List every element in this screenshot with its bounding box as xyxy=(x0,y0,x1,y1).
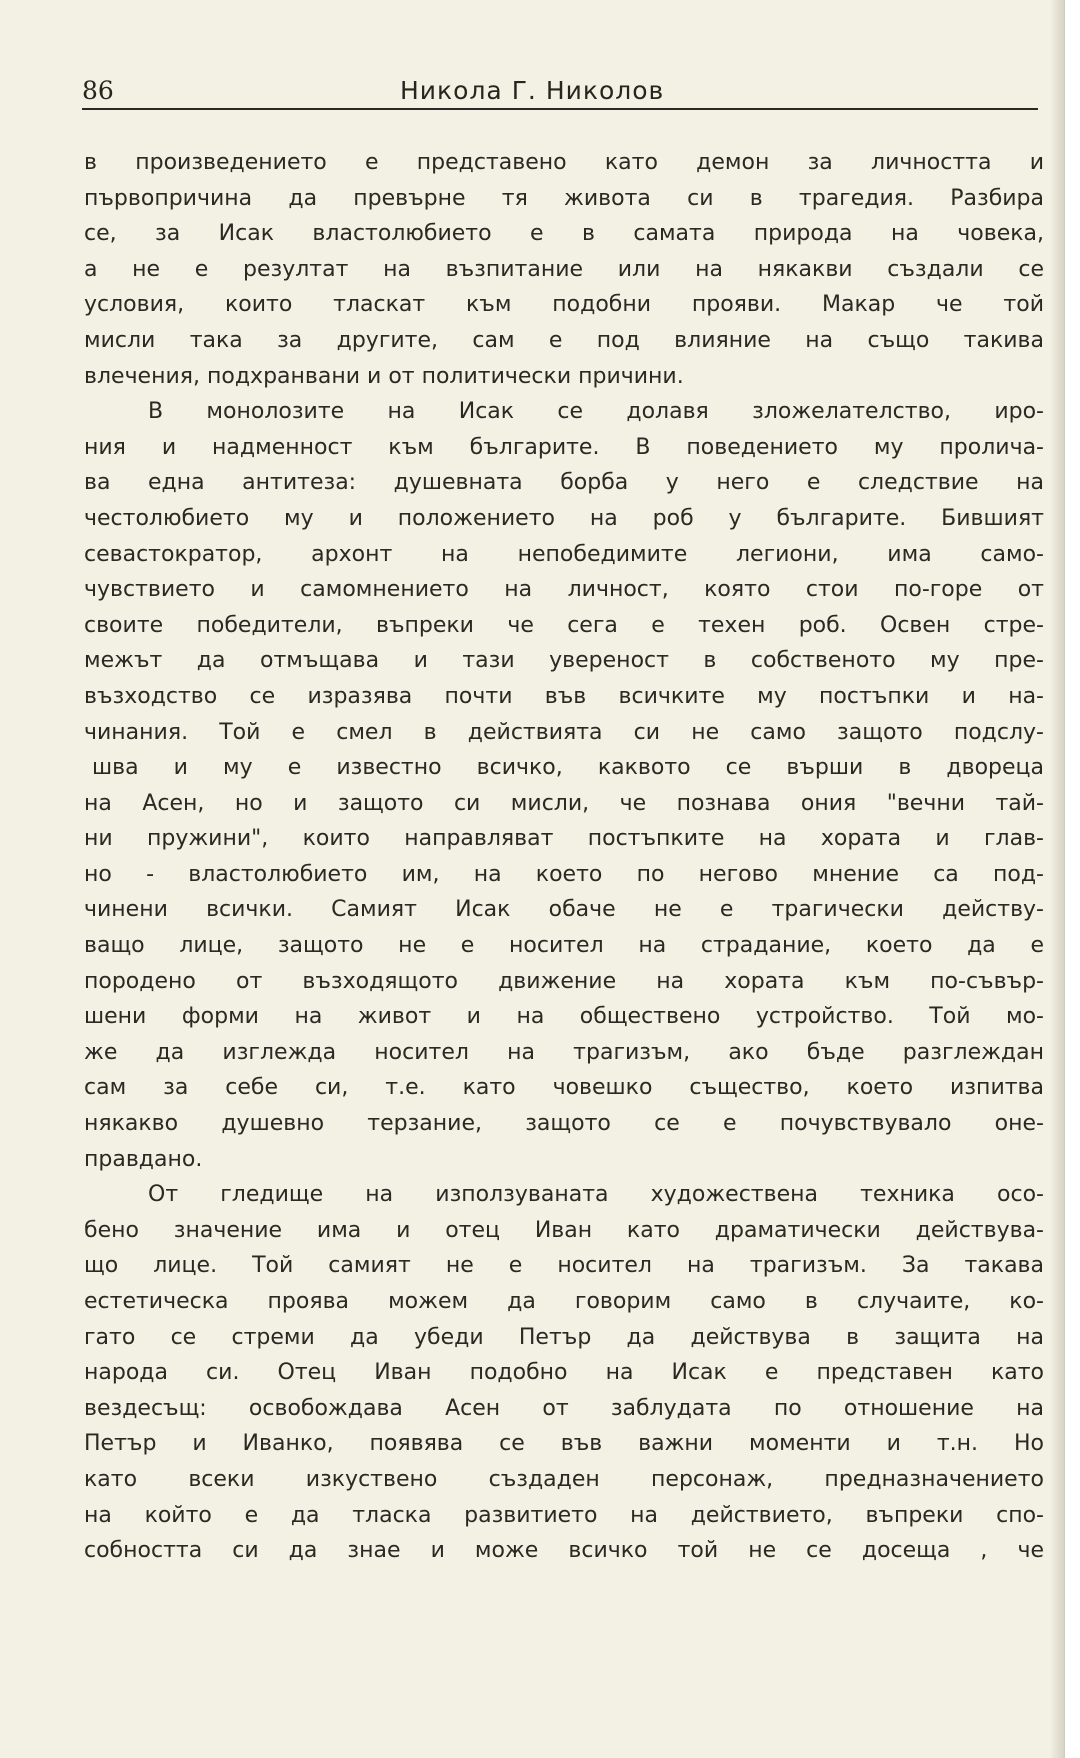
text-line: сам за себе си, т.е. като човешко същество, което изпитва xyxy=(84,1075,1044,1101)
text-line: честолюбието му и положението на роб у българите. Бившият xyxy=(84,505,1044,531)
text-line: като всеки изкуствено създаден персонаж, предназначението xyxy=(84,1466,1044,1492)
page-header xyxy=(82,76,1038,110)
text-line: на който е да тласка развитието на действието, въпреки спо- xyxy=(84,1502,1044,1528)
text-line: ва една антитеза: душевната борба у него е следствие на xyxy=(84,470,1044,496)
text-line: же да изглежда носител на трагизъм, ако бъде разглеждан xyxy=(84,1039,1044,1065)
text-line: естетическа проява можем да говорим само в случаите, ко- xyxy=(84,1289,1044,1314)
body-text xyxy=(84,145,1044,1569)
text-line: влечения, подхранвани и от политически причини. xyxy=(84,363,684,389)
paragraph-start-line: В монолозите на Исак се долавя зложелателство, иро- xyxy=(148,399,1044,425)
text-line: бено значение има и отец Иван като драматически действува- xyxy=(84,1217,1044,1243)
text-line: възходство се изразява почти във всичките му постъпки и на- xyxy=(84,683,1044,709)
text-line: Петър и Иванко, появява се във важни моменти и т.н. Но xyxy=(84,1431,1044,1457)
text-line: гато се стреми да убеди Петър да действува в защита на xyxy=(84,1324,1044,1350)
text-line: що лице. Той самият не е носител на трагизъм. За такава xyxy=(84,1253,1044,1279)
text-line: межът да отмъщава и тази увереност в собственото му пре- xyxy=(84,648,1044,674)
text-line: шва и му е известно всичко, каквото се върши в двореца xyxy=(92,755,1044,781)
text-line: мисли така за другите, сам е под влияние на също такива xyxy=(84,327,1044,353)
text-line: севастократор, архонт на непобедимите легиони, има само- xyxy=(84,541,1044,567)
text-line: ни пружини", които направляват постъпките на хората и глав- xyxy=(84,826,1044,852)
text-line: чинени всички. Самият Исак обаче не е трагически действу- xyxy=(84,897,1044,923)
page-number: 86 xyxy=(82,76,114,105)
text-line: ващо лице, защото не е носител на страдание, което да е xyxy=(84,933,1044,959)
text-line: първопричина да превърне тя живота си в трагедия. Разбира xyxy=(84,185,1044,211)
text-line: чувствието и самомнението на личност, която стои по-горе от xyxy=(84,577,1044,603)
text-line: в произведението е представено като демон за личността и xyxy=(84,150,1044,175)
text-line: някакво душевно терзание, защото се е почувствувало оне- xyxy=(84,1111,1044,1137)
text-line: народа си. Отец Иван подобно на Исак е представен като xyxy=(84,1360,1044,1386)
text-line: на Асен, но и защото си мисли, че познава ония "вечни тай- xyxy=(84,790,1044,816)
text-line: а не е резултат на възпитание или на някакви създали се xyxy=(84,256,1044,282)
text-line: породено от възходящото движение на хората към по-съвър- xyxy=(84,968,1044,994)
text-line: шени форми на живот и на обществено устройство. Той мо- xyxy=(84,1004,1044,1030)
text-line: се, за Исак властолюбието е в самата природа на човека, xyxy=(84,221,1044,247)
running-head-author: Никола Г. Николов xyxy=(400,76,665,105)
text-line: но - властолюбието им, на което по негово мнение са под- xyxy=(84,861,1044,887)
text-line: условия, които тласкат към подобни прояви. Макар че той xyxy=(84,292,1044,318)
text-line: ния и надменност към българите. В поведението му пролича- xyxy=(84,434,1044,460)
text-line: своите победители, въпреки че сега е техен роб. Освен стре- xyxy=(84,612,1044,638)
paragraph-start-line: От гледище на използуваната художествена техника осо- xyxy=(148,1182,1044,1208)
text-line: чинания. Той е смел в действията си не само защото подслу- xyxy=(84,719,1044,745)
text-line: правдано. xyxy=(84,1146,203,1172)
page-edge-shadow xyxy=(1050,0,1065,1758)
text-line: вездесъщ: освобождава Асен от заблудата по отношение на xyxy=(84,1395,1044,1421)
text-line: собността си да знае и може всичко той не се досеща , че xyxy=(84,1538,1044,1564)
